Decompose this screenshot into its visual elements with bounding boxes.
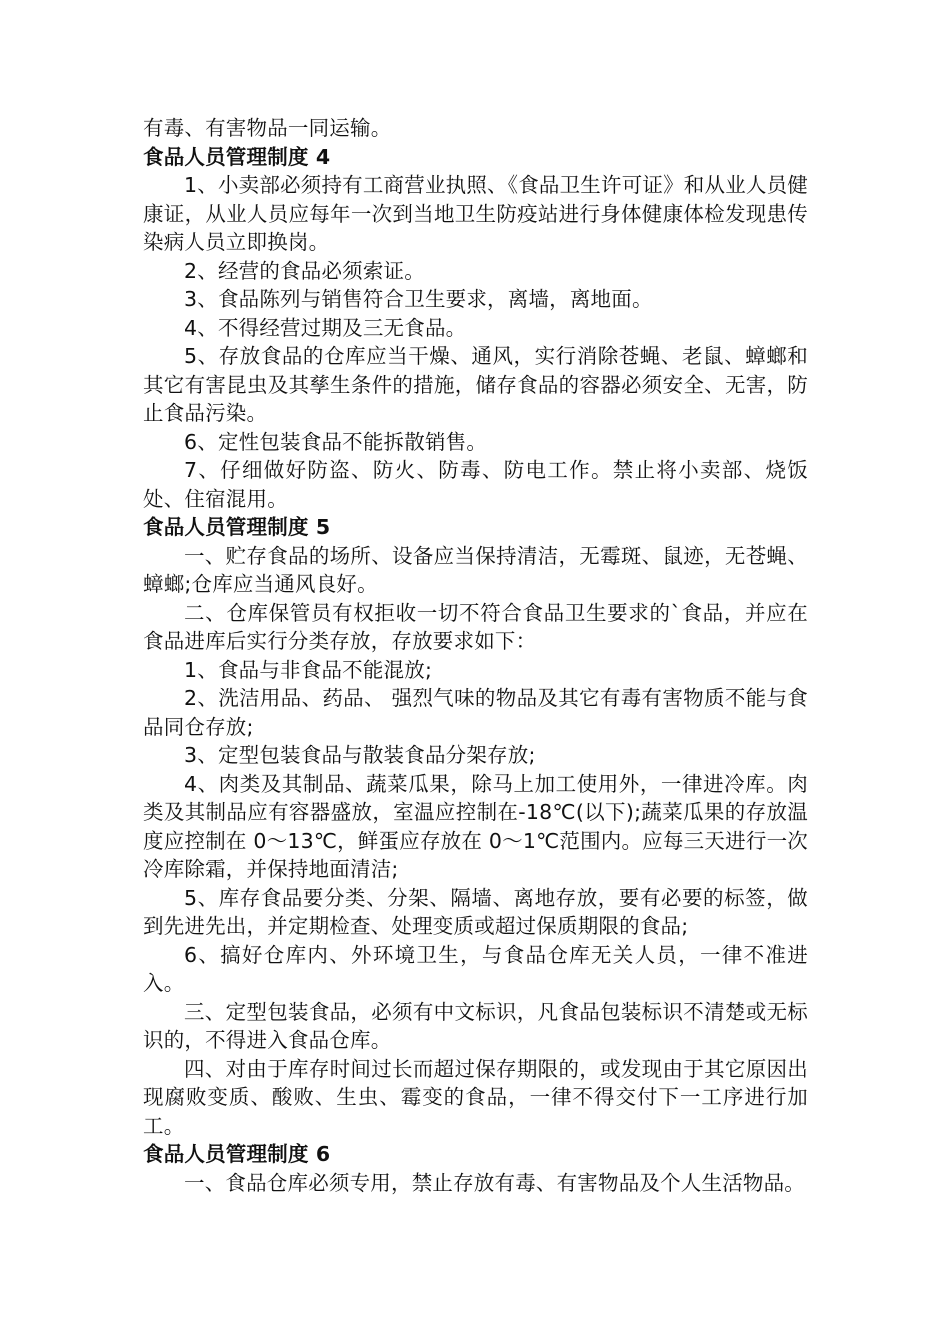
paragraph: 1、小卖部必须持有工商营业执照、《食品卫生许可证》和从业人员健康证，从业人员应每年一次到当地卫生防疫站进行身体健康体检发现患传染病人员立即换岗。 — [143, 173, 808, 254]
paragraph: 5、存放食品的仓库应当干燥、通风，实行消除苍蝇、老鼠、蟑螂和其它有害昆虫及其孳生条件的措施，储存食品的容器必须安全、无害，防止食品污染。 — [143, 344, 808, 425]
section-heading: 食品人员管理制度 5 — [143, 515, 331, 539]
intro-line: 有毒、有害物品一同运输。 — [143, 116, 392, 140]
paragraph: 2、洗洁用品、药品、 强烈气味的物品及其它有毒有害物质不能与食品同仓存放; — [143, 686, 808, 739]
paragraph: 一、食品仓库必须专用，禁止存放有毒、有害物品及个人生活物品。 — [184, 1170, 805, 1195]
paragraph: 1、食品与非食品不能混放; — [184, 657, 433, 682]
paragraph: 6、搞好仓库内、外环境卫生，与食品仓库无关人员，一律不准进入。 — [143, 942, 808, 995]
paragraph: 二、仓库保管员有权拒收一切不符合食品卫生要求的`食品，并应在食品进库后实行分类存放，存放要求如下： — [143, 600, 808, 653]
paragraph: 5、库存食品要分类、分架、隔墙、离地存放，要有必要的标签，做到先进先出，并定期检查、处理变质或超过保质期限的食品; — [143, 885, 808, 938]
section-heading: 食品人员管理制度 6 — [143, 1142, 331, 1166]
paragraph: 四、对由于库存时间过长而超过保存期限的，或发现由于其它原因出现腐败变质、酸败、生虫、霉变的食品，一律不得交付下一工序进行加工。 — [143, 1056, 808, 1138]
paragraph: 4、肉类及其制品、蔬菜瓜果，除马上加工使用外，一律进冷库。肉类及其制品应有容器盛放，室温应控制在-18℃(以下);蔬菜瓜果的存放温度应控制在 0～13℃，鲜蛋应存放在 0～1℃范围内。应每三天进行一次冷库除霜，并保持地面清洁; — [143, 771, 808, 881]
paragraph: 6、定性包装食品不能拆散销售。 — [184, 429, 488, 454]
paragraph: 3、定型包装食品与散装食品分架存放; — [184, 743, 536, 767]
paragraph: 4、不得经营过期及三无食品。 — [184, 315, 467, 340]
paragraph: 三、定型包装食品，必须有中文标识，凡食品包装标识不清楚或无标识的，不得进入食品仓库。 — [143, 999, 808, 1052]
paragraph: 一、贮存食品的场所、设备应当保持清洁，无霉斑、鼠迹，无苍蝇、蟑螂;仓库应当通风良好。 — [143, 543, 808, 596]
paragraph: 7、仔细做好防盗、防火、防毒、防电工作。禁止将小卖部、烧饭处、住宿混用。 — [143, 458, 808, 511]
paragraph: 2、经营的食品必须索证。 — [184, 258, 425, 283]
section-heading: 食品人员管理制度 4 — [143, 144, 331, 169]
paragraph: 3、食品陈列与销售符合卫生要求，离墙，离地面。 — [184, 287, 653, 311]
